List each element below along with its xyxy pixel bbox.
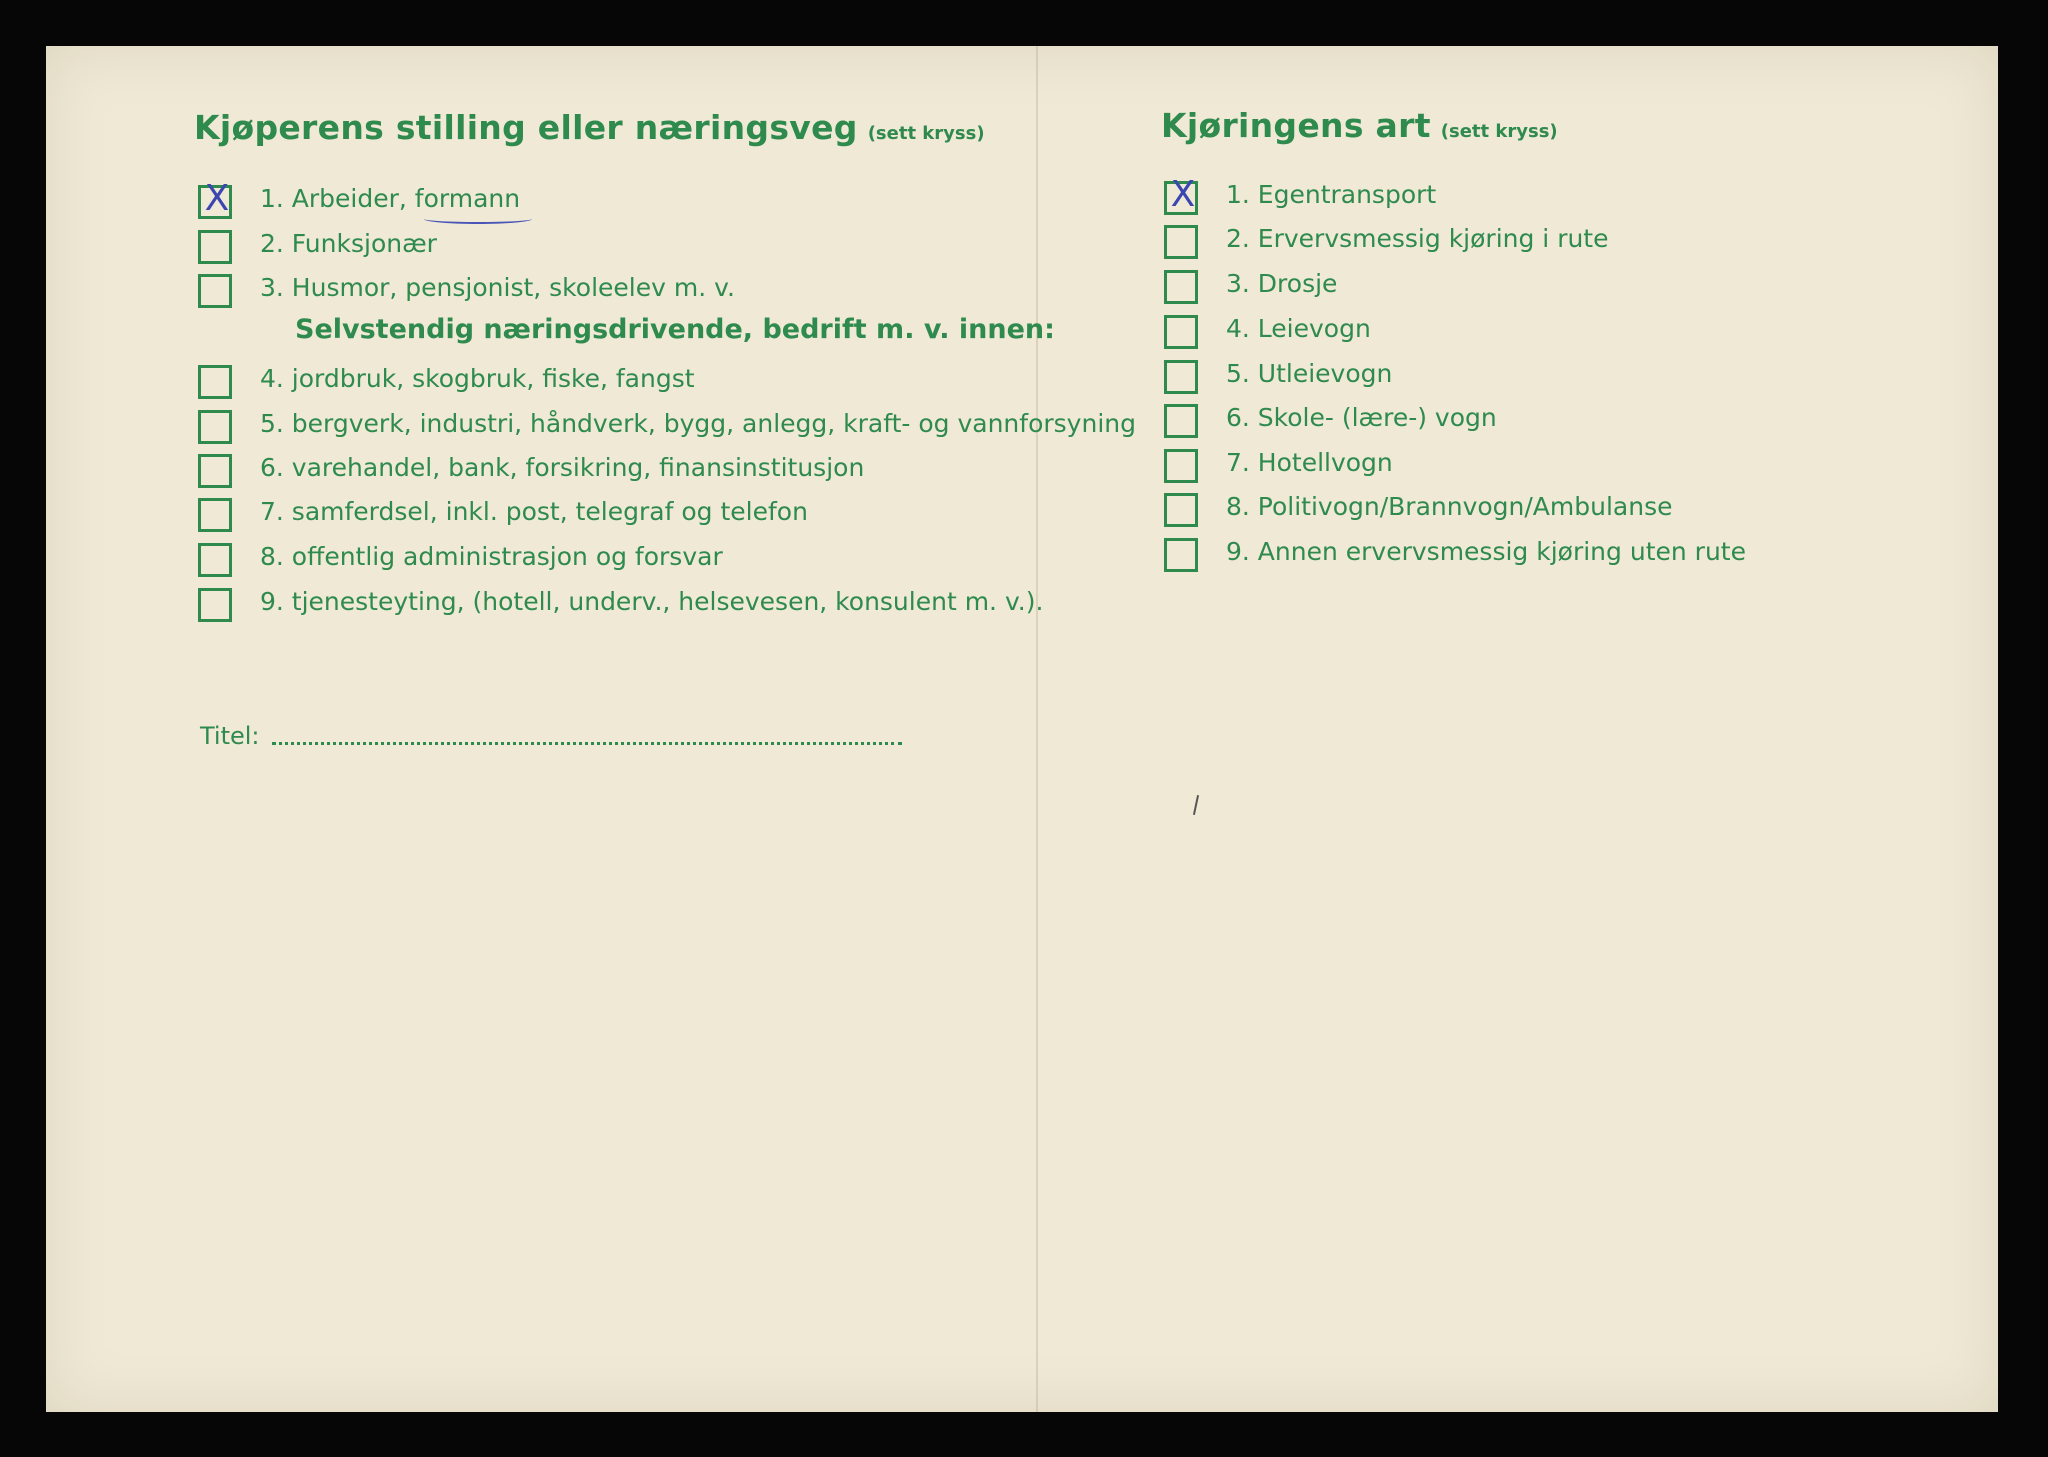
checkbox[interactable] (1164, 315, 1198, 349)
checkbox[interactable] (198, 230, 232, 264)
checkbox-label: 8. Politivogn/Brannvogn/Ambulanse (1226, 492, 1673, 521)
left-subheading: Selvstendig næringsdrivende, bedrift m. v. innen: (295, 314, 1055, 345)
left-heading (194, 108, 985, 147)
right-heading-text: Kjøringens art (1161, 106, 1431, 145)
checkbox-label: 7. samferdsel, inkl. post, telegraf og telefon (260, 497, 808, 526)
fold-line (1036, 46, 1038, 1412)
checkbox-label: 5. Utleievogn (1226, 359, 1393, 388)
checkbox[interactable] (1164, 404, 1198, 438)
checkbox[interactable] (198, 410, 232, 444)
checkbox[interactable] (198, 454, 232, 488)
checkbox-label: 5. bergverk, industri, håndverk, bygg, anlegg, kraft- og vannforsyning (260, 409, 1136, 438)
checkbox[interactable] (198, 543, 232, 577)
checkbox[interactable] (198, 274, 232, 308)
checkbox-label: 2. Funksjonær (260, 229, 437, 258)
checkbox[interactable] (1164, 538, 1198, 572)
titel-label: Titel: (200, 722, 260, 750)
checkbox[interactable] (1164, 270, 1198, 304)
checkbox-label: 1. Arbeider, formann (260, 184, 521, 213)
checkbox[interactable] (198, 588, 232, 622)
checkbox[interactable] (198, 365, 232, 399)
checkbox-label: 3. Drosje (1226, 269, 1338, 298)
checkbox[interactable] (1164, 493, 1198, 527)
checkbox[interactable] (198, 185, 232, 219)
checkbox-label: 3. Husmor, pensjonist, skoleelev m. v. (260, 273, 735, 302)
left-heading-text: Kjøperens stilling eller næringsveg (194, 108, 858, 147)
titel-input-line[interactable] (272, 742, 902, 745)
right-heading-hint: (sett kryss) (1440, 121, 1558, 142)
checkbox-label: 7. Hotellvogn (1226, 448, 1393, 477)
right-heading (1161, 106, 1558, 145)
checkbox-label: 4. jordbruk, skogbruk, fiske, fangst (260, 364, 695, 393)
handwritten-underline (424, 214, 532, 224)
check-mark-icon: X (204, 178, 230, 219)
checkbox-label: 9. Annen ervervsmessig kjøring uten rute (1226, 537, 1746, 566)
left-heading-hint: (sett kryss) (867, 123, 985, 144)
checkbox-label: 1. Egentransport (1226, 180, 1437, 209)
checkbox-label: 2. Ervervsmessig kjøring i rute (1226, 224, 1609, 253)
checkbox[interactable] (1164, 360, 1198, 394)
checkbox-label: 4. Leievogn (1226, 314, 1371, 343)
checkbox[interactable] (198, 498, 232, 532)
checkbox[interactable] (1164, 225, 1198, 259)
checkbox-label: 8. offentlig administrasjon og forsvar (260, 542, 723, 571)
checkbox-label: 6. Skole- (lære-) vogn (1226, 403, 1497, 432)
checkbox[interactable] (1164, 181, 1198, 215)
checkbox-label: 9. tjenesteyting, (hotell, underv., helsevesen, konsulent m. v.). (260, 587, 1044, 616)
checkbox[interactable] (1164, 449, 1198, 483)
check-mark-icon: X (1170, 174, 1196, 215)
checkbox-label: 6. varehandel, bank, forsikring, finansinstitusjon (260, 453, 865, 482)
